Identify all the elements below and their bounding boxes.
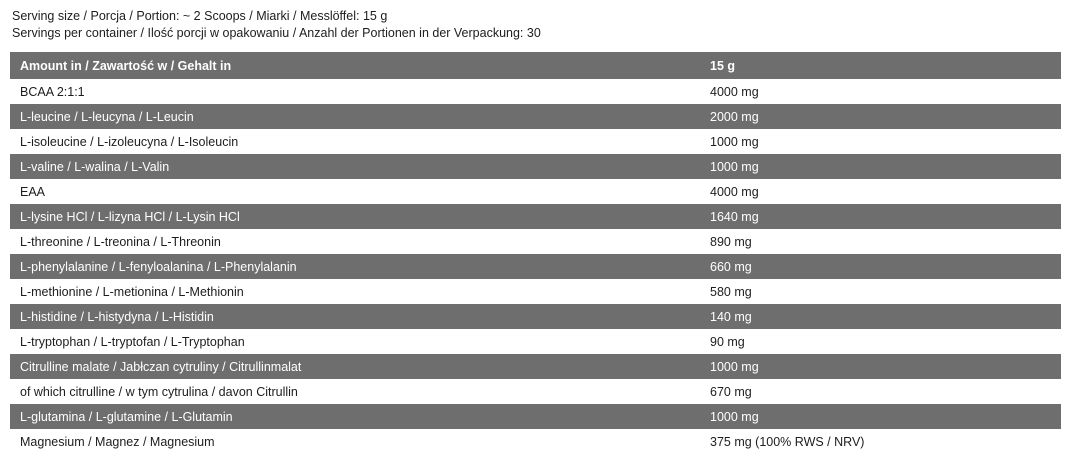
table-row xyxy=(10,229,1061,254)
ingredient-amount: 90 mg xyxy=(700,329,1061,354)
ingredient-amount: 140 mg xyxy=(700,304,1061,329)
ingredient-amount: 670 mg xyxy=(700,379,1061,404)
nutrition-table-body xyxy=(10,79,1061,454)
ingredient-name: L-valine / L-walina / L-Valin xyxy=(10,154,700,179)
ingredient-amount: 1000 mg xyxy=(700,154,1061,179)
table-row xyxy=(10,354,1061,379)
ingredient-name: L-phenylalanine / L-fenyloalanina / L-Phenylalanin xyxy=(10,254,700,279)
ingredient-amount: 660 mg xyxy=(700,254,1061,279)
ingredient-amount: 1640 mg xyxy=(700,204,1061,229)
ingredient-name: Magnesium / Magnez / Magnesium xyxy=(10,429,700,454)
table-row xyxy=(10,154,1061,179)
ingredient-amount: 4000 mg xyxy=(700,179,1061,204)
serving-size-line: Serving size / Porcja / Portion: ~ 2 Scoops / Miarki / Messlöffel: 15 g xyxy=(12,9,388,23)
table-row xyxy=(10,404,1061,429)
servings-per-container-line: Servings per container / Ilość porcji w opakowaniu / Anzahl der Portionen in der Verpackung: 30 xyxy=(12,26,541,40)
table-row xyxy=(10,179,1061,204)
ingredient-name: L-glutamina / L-glutamine / L-Glutamin xyxy=(10,404,700,429)
table-header-row xyxy=(10,52,1061,79)
table-row xyxy=(10,79,1061,104)
table-row xyxy=(10,304,1061,329)
ingredient-name: Citrulline malate / Jabłczan cytruliny / Citrullinmalat xyxy=(10,354,700,379)
column-header-amount: Amount in / Zawartość w / Gehalt in xyxy=(10,52,700,79)
table-row xyxy=(10,329,1061,354)
table-row xyxy=(10,379,1061,404)
nutrition-table xyxy=(10,52,1061,454)
ingredient-amount: 375 mg (100% RWS / NRV) xyxy=(700,429,1061,454)
ingredient-amount: 4000 mg xyxy=(700,79,1061,104)
table-row xyxy=(10,254,1061,279)
ingredient-amount: 1000 mg xyxy=(700,404,1061,429)
table-row xyxy=(10,279,1061,304)
ingredient-name: L-threonine / L-treonina / L-Threonin xyxy=(10,229,700,254)
ingredient-name: of which citrulline / w tym cytrulina / davon Citrullin xyxy=(10,379,700,404)
table-row xyxy=(10,204,1061,229)
serving-information xyxy=(12,8,1061,42)
ingredient-amount: 1000 mg xyxy=(700,129,1061,154)
table-row xyxy=(10,129,1061,154)
ingredient-amount: 1000 mg xyxy=(700,354,1061,379)
ingredient-name: L-methionine / L-metionina / L-Methionin xyxy=(10,279,700,304)
table-row xyxy=(10,104,1061,129)
ingredient-amount: 2000 mg xyxy=(700,104,1061,129)
ingredient-name: L-leucine / L-leucyna / L-Leucin xyxy=(10,104,700,129)
ingredient-name: L-histidine / L-histydyna / L-Histidin xyxy=(10,304,700,329)
ingredient-name: BCAA 2:1:1 xyxy=(10,79,700,104)
table-row xyxy=(10,429,1061,454)
ingredient-name: L-isoleucine / L-izoleucyna / L-Isoleucin xyxy=(10,129,700,154)
ingredient-name: L-tryptophan / L-tryptofan / L-Tryptophan xyxy=(10,329,700,354)
column-header-serving: 15 g xyxy=(700,52,1061,79)
ingredient-amount: 890 mg xyxy=(700,229,1061,254)
ingredient-name: EAA xyxy=(10,179,700,204)
ingredient-name: L-lysine HCl / L-lizyna HCl / L-Lysin HCl xyxy=(10,204,700,229)
ingredient-amount: 580 mg xyxy=(700,279,1061,304)
